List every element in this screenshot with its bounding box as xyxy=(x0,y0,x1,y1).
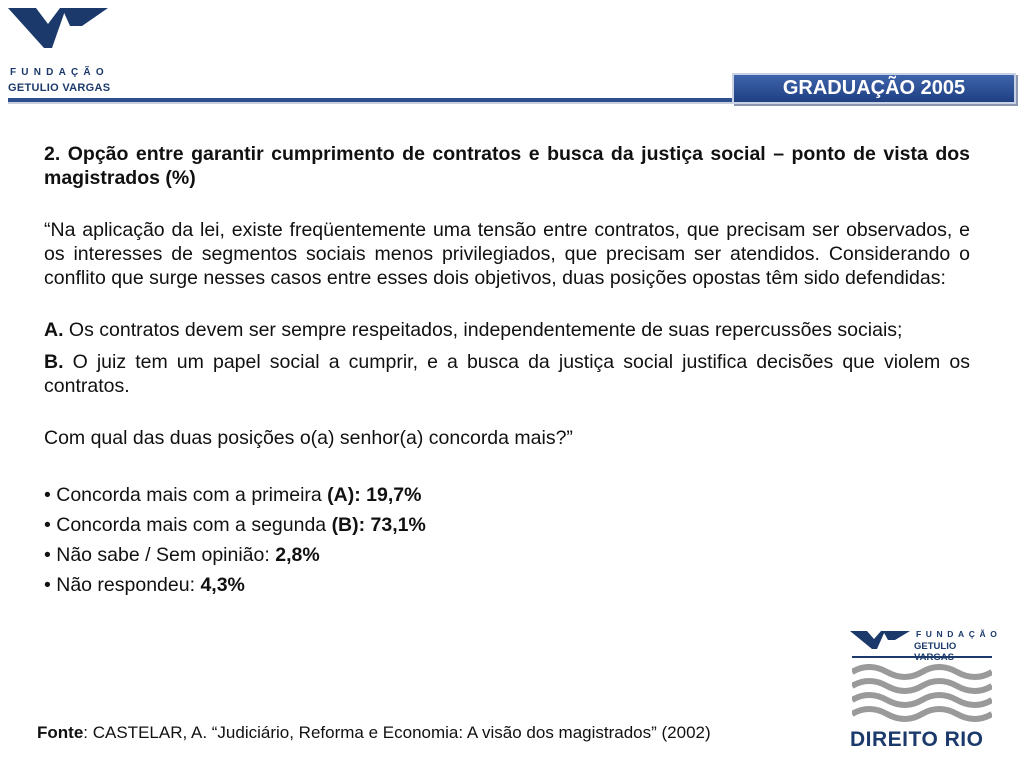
logo-org-line1: FUNDAÇÃO xyxy=(916,629,1002,639)
logo-name: DIREITO RIO xyxy=(850,728,984,751)
waves-icon xyxy=(852,664,992,724)
result-label: • Concorda mais com a segunda xyxy=(44,514,332,536)
source-citation xyxy=(37,722,711,744)
option-a-text: Os contratos devem ser sempre respeitados, independentemente de suas repercussões sociais; xyxy=(63,319,903,341)
direito-rio-logo xyxy=(848,628,1002,756)
result-value: 2,8% xyxy=(275,544,320,566)
result-label: • Concorda mais com a primeira xyxy=(44,484,328,506)
closing-question: Com qual das duas posições o(a) senhor(a) concorda mais?” xyxy=(44,427,573,449)
logo-divider xyxy=(852,656,992,658)
result-value: (B): 73,1% xyxy=(331,514,426,536)
list-item xyxy=(44,510,970,540)
results-list xyxy=(44,480,970,600)
slide-content xyxy=(44,142,970,600)
result-label: • Não sabe / Sem opinião: xyxy=(44,544,276,566)
list-item xyxy=(44,570,970,600)
source-label: Fonte xyxy=(37,723,84,742)
option-b-text: O juiz tem um papel social a cumprir, e a busca da justiça social justifica decisões que violem os contratos. xyxy=(44,351,970,397)
fgv-chevron-icon xyxy=(850,630,914,650)
fgv-chevron-icon xyxy=(8,6,112,50)
result-value: (A): 19,7% xyxy=(327,484,422,506)
fgv-logo-top xyxy=(8,6,118,96)
intro-paragraph: “Na aplicação da lei, existe freqüentemente uma tensão entre contratos, que precisam ser observados, e os interesses de segmentos sociais menos privilegiados, que precisam ser atendidos. Considerando o conflito que surge nesses casos entre esses dois objetivos, duas posições opostas têm sido defendidas: xyxy=(44,219,970,289)
option-b xyxy=(44,350,970,398)
option-a xyxy=(44,318,970,342)
list-item xyxy=(44,540,970,570)
list-item xyxy=(44,480,970,510)
result-value: 4,3% xyxy=(200,574,245,596)
result-label: • Não respondeu: xyxy=(44,574,201,596)
org-name-line2: GETULIO VARGAS xyxy=(8,82,111,94)
question-title: 2. Opção entre garantir cumprimento de contratos e busca da justiça social – ponto de vista dos magistrados (%) xyxy=(44,143,970,189)
org-name-line1: FUNDAÇÃO xyxy=(10,67,109,78)
logo-org-line2: GETULIO xyxy=(914,641,957,652)
option-a-label: A. xyxy=(44,319,64,341)
graduation-badge xyxy=(732,73,1016,104)
source-text: : CASTELAR, A. “Judiciário, Reforma e Economia: A visão dos magistrados” (2002) xyxy=(83,723,711,742)
graduation-badge-label: GRADUAÇÃO 2005 xyxy=(782,77,966,99)
option-b-label: B. xyxy=(44,351,64,373)
